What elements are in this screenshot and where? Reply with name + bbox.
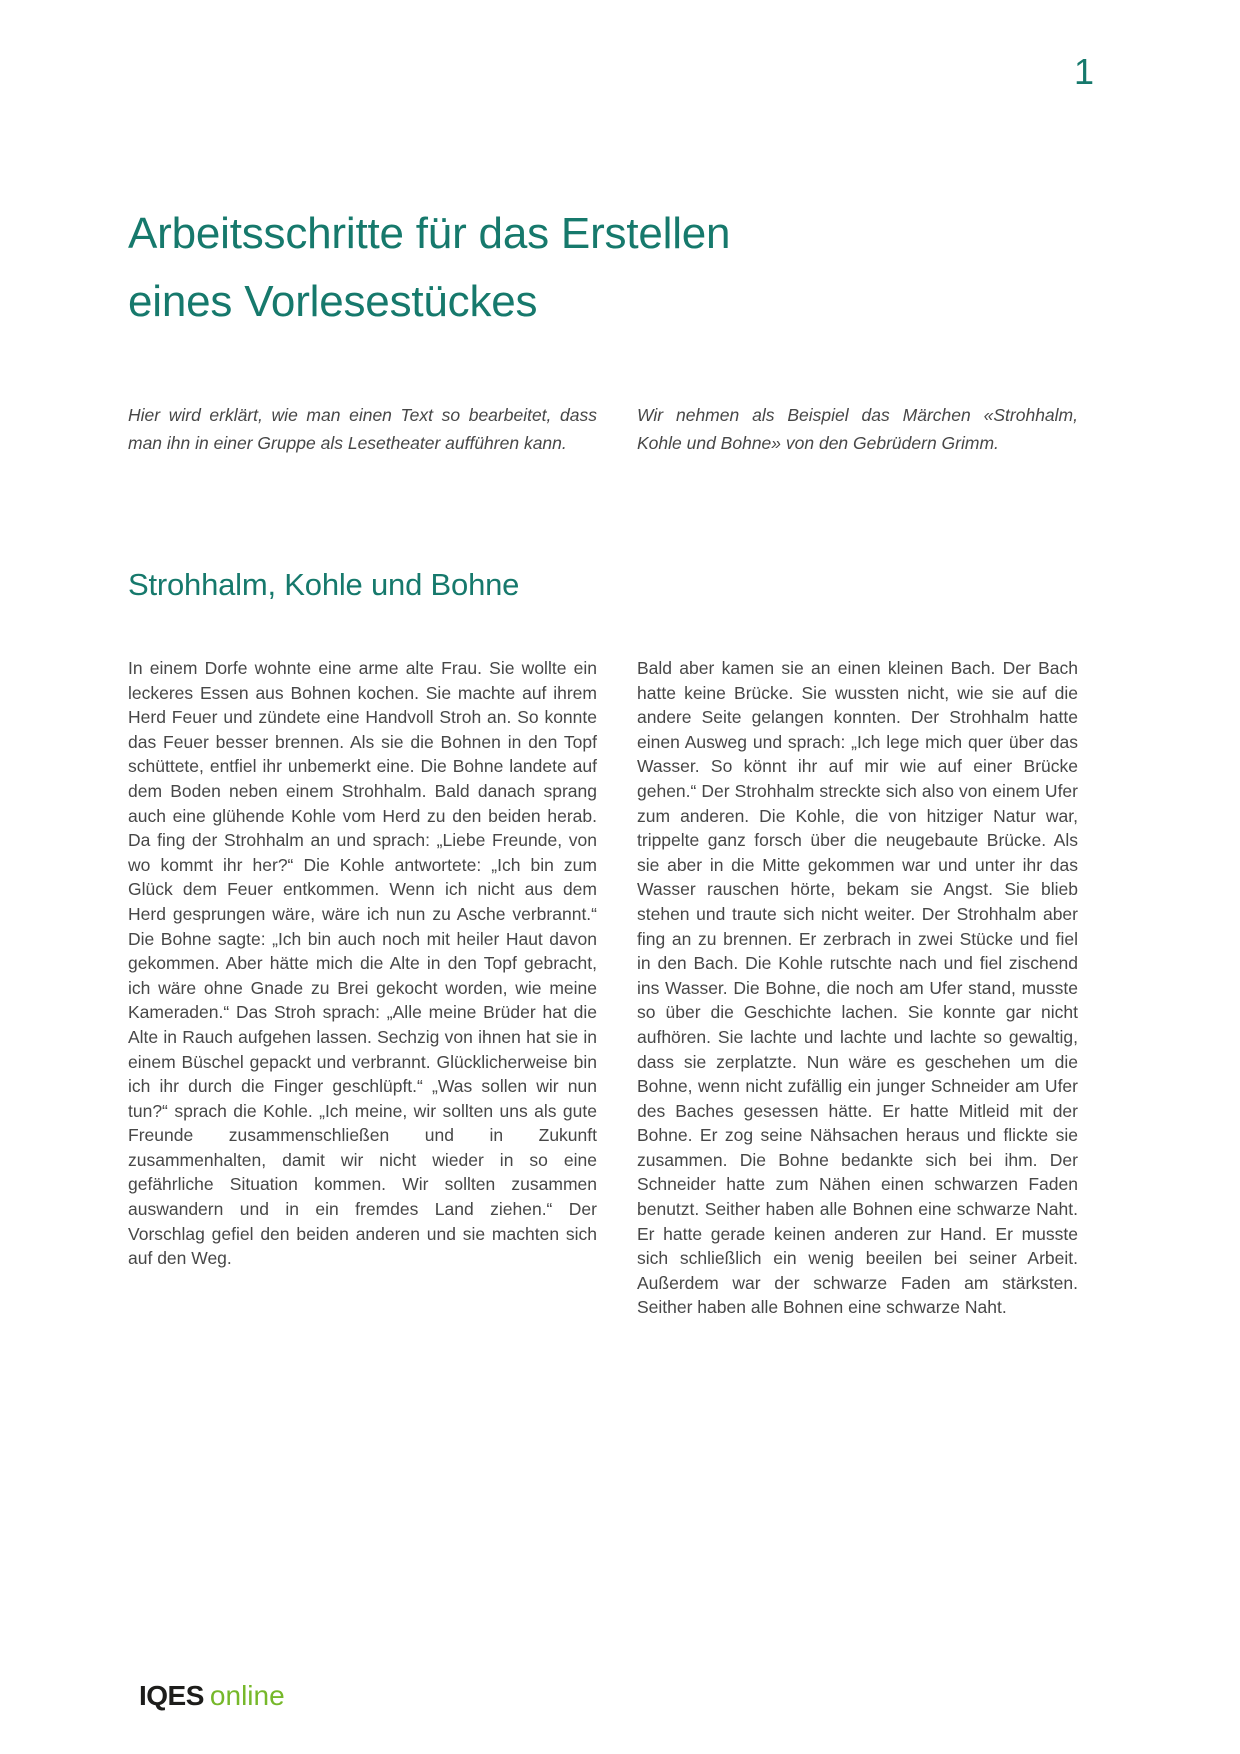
- page-title-line-2: eines Vorlesestückes: [128, 277, 538, 326]
- intro-column-left: Hier wird erklärt, wie man einen Text so bearbeitet, dass man ihn in einer Gruppe als Lesetheater aufführen kann.: [128, 405, 597, 453]
- story-heading: Strohhalm, Kohle und Bohne: [128, 567, 520, 602]
- story-column-right: Bald aber kamen sie an einen kleinen Bach. Der Bach hatte keine Brücke. Sie wussten nicht, wie sie auf die andere Seite gelangen konnten. Der Strohhalm hatte einen Ausweg und sprach: „Ich lege mich quer über das Wasser. So könnt ihr auf mir wie auf einer Brücke gehen.“ Der Strohhalm streckte sich also von einem Ufer zum anderen. Die Kohle, die von hitziger Natur war, trippelte ganz forsch über die neugebaute Brücke. Als sie aber in die Mitte gekommen war und unter ihr das Wasser rauschen hörte, bekam sie Angst. Sie blieb stehen und traute sich nicht weiter. Der Strohhalm aber fing an zu brennen. Er zerbrach in zwei Stücke und fiel in den Bach. Die Kohle rutschte nach und fiel zischend ins Wasser. Die Bohne, die noch am Ufer stand, musste so über die Geschichte lachen. Sie konnte gar nicht aufhören. Sie lachte und lachte und lachte so gewaltig, dass sie zerplatzte. Nun wäre es geschehen um die Bohne, wenn nicht zufällig ein junger Schneider am Ufer des Baches gesessen hätte. Er hatte Mitleid mit der Bohne. Er zog seine Nähsachen heraus und flickte sie zusammen. Die Bohne bedankte sich bei ihm. Der Schneider hatte zum Nähen einen schwarzen Faden benutzt. Seither haben alle Bohnen eine schwarze Naht. Er hatte gerade keinen anderen zur Hand. Er musste sich schließlich ein wenig beeilen bei seiner Arbeit. Außerdem war der schwarze Faden am stärksten. Seither haben alle Bohnen eine schwarze Naht.: [637, 658, 1078, 1318]
- intro-section: [128, 401, 1078, 457]
- story-column-left: In einem Dorfe wohnte eine arme alte Frau. Sie wollte ein leckeres Essen aus Bohnen kochen. Sie machte auf ihrem Herd Feuer und zündete eine Handvoll Stroh an. So konnte das Feuer besser brennen. Als sie die Bohnen in den Topf schüttete, entfiel ihr unbemerkt eine. Die Bohne landete auf dem Boden neben einem Strohhalm. Bald danach sprang auch eine glühende Kohle vom Herd zu den beiden herab. Da fing der Strohhalm an und sprach: „Liebe Freunde, von wo kommt ihr her?“ Die Kohle antwortete: „Ich bin zum Glück dem Feuer entkommen. Wenn ich nicht aus dem Herd gesprungen wäre, wäre ich nun zu Asche verbrannt.“ Die Bohne sagte: „Ich bin auch noch mit heiler Haut davon gekommen. Aber hätte mich die Alte in den Topf gebracht, ich wäre ohne Gnade zu Brei gekocht worden, wie meine Kameraden.“ Das Stroh sprach: „Alle meine Brüder hat die Alte in Rauch aufgehen lassen. Sechzig von ihnen hat sie in einem Büschel gepackt und verbrannt. Glücklicherweise bin ich ihr durch die Finger geschlüpft.“ „Was sollen wir nun tun?“ sprach die Kohle. „Ich meine, wir sollten uns als gute Freunde zusammenschließen und in Zukunft zusammenhalten, damit wir nicht wieder in so eine gefährliche Situation kommen. Wir sollten zusammen auswandern und in ein fremdes Land ziehen.“ Der Vorschlag gefiel den beiden anderen und sie machten sich auf den Weg.: [128, 658, 597, 1269]
- iqes-online-logo: [139, 1681, 285, 1712]
- intro-column-right: Wir nehmen als Beispiel das Märchen «Strohhalm, Kohle und Bohne» von den Gebrüdern Grimm.: [637, 405, 1078, 453]
- page-number: 1: [1073, 51, 1094, 92]
- page-title: [128, 200, 1028, 336]
- page-title-line-1: Arbeitsschritte für das Erstellen: [128, 209, 731, 258]
- logo-text-online: online: [209, 1680, 285, 1711]
- logo-text-iqes: IQES: [139, 1680, 204, 1711]
- story-body: [128, 656, 1078, 1320]
